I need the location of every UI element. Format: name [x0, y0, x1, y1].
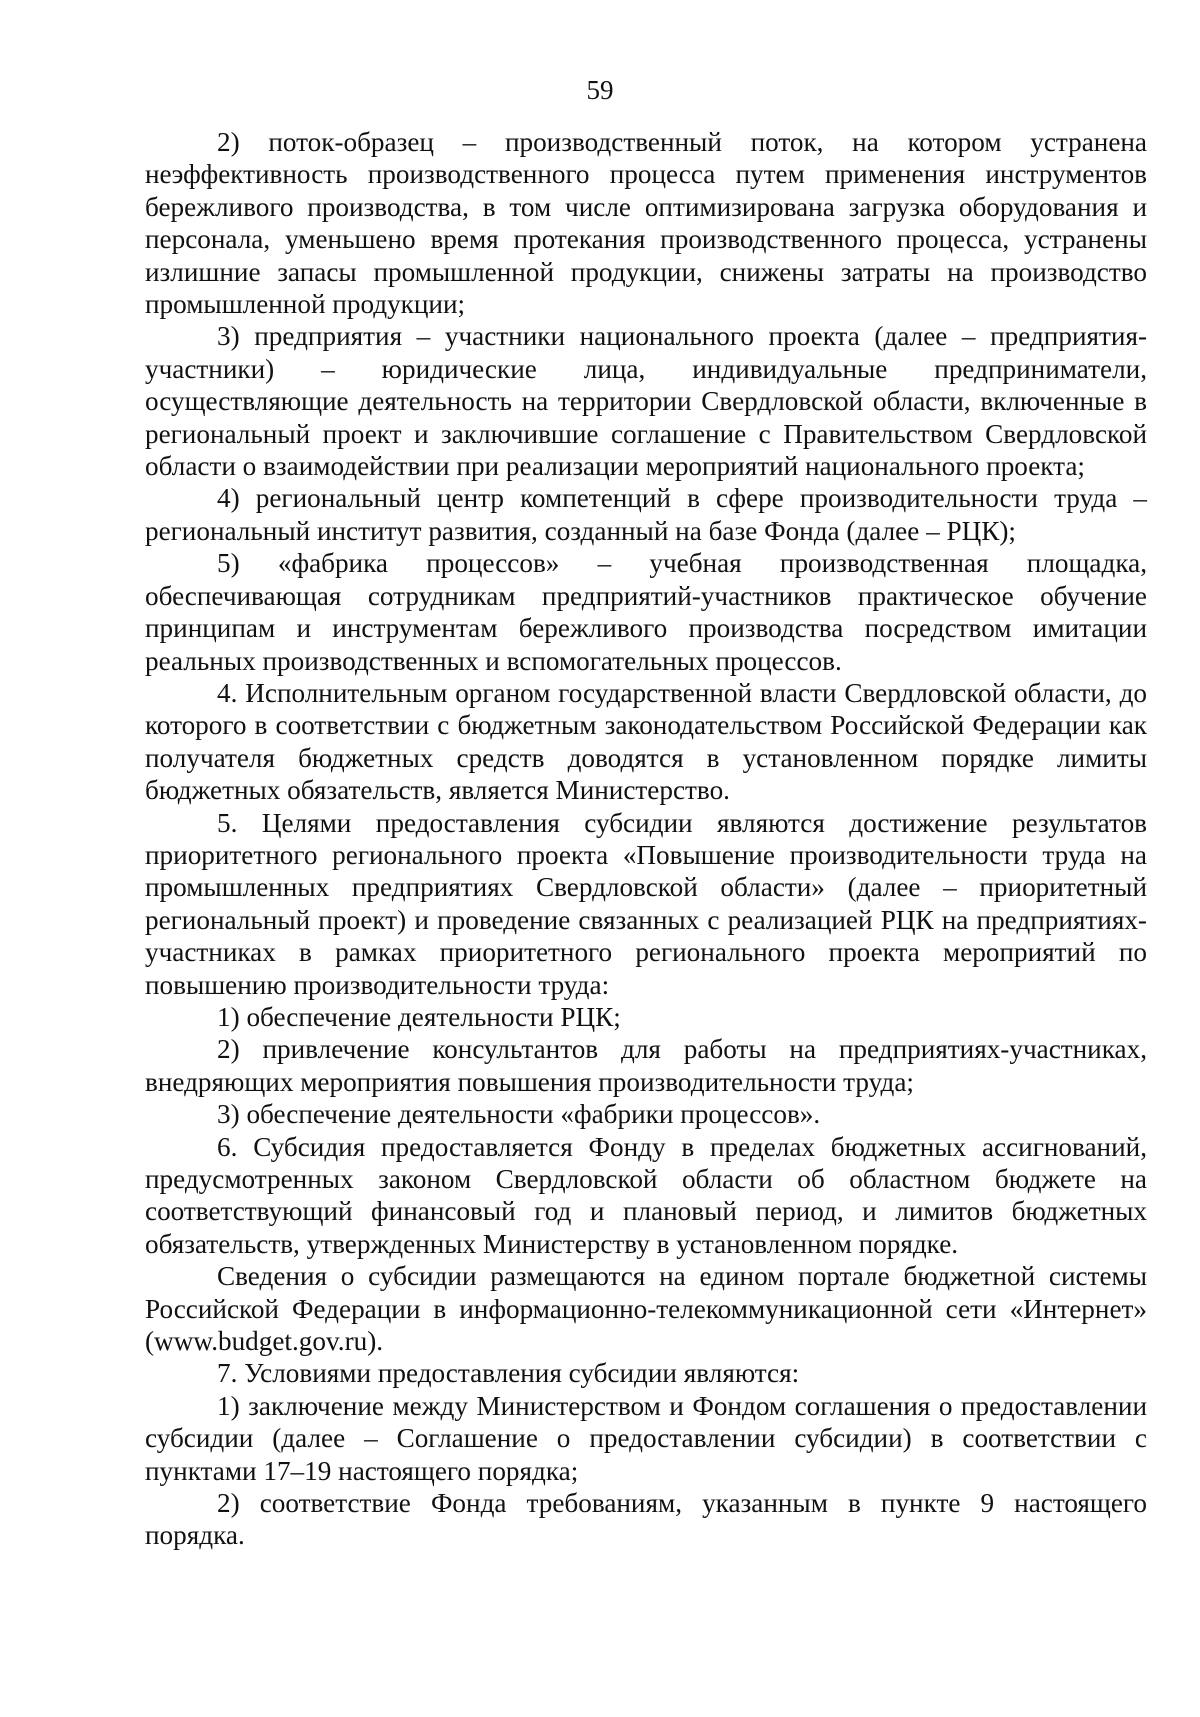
paragraph-definition-4: 4) региональный центр компетенций в сфере производительности труда – региональный институт развития, созданный на базе Фонда (далее – РЦК); — [145, 483, 1147, 546]
paragraph-clause-7-item-1: 1) заключение между Министерством и Фондом соглашения о предоставлении субсидии (далее – Соглашение о предоставлении субсидии) в соответствии с пунктами 17–19 настоящего порядка; — [145, 1390, 1147, 1486]
paragraph-clause-5-item-1: 1) обеспечение деятельности РЦК; — [217, 1001, 621, 1032]
paragraph-definition-2: 2) поток-образец – производственный поток, на котором устранена неэффективность производственного процесса путем применения инструментов бережливого производства, в том числе оптимизирована загрузка оборудования и персонала, уменьшено время протекания производственного процесса, устранены излишние запасы промышленной продукции, снижены затраты на производство промышленной продукции; — [145, 127, 1147, 320]
paragraph-clause-7: 7. Условиями предоставления субсидии являются: — [217, 1358, 800, 1389]
paragraph-definition-3: 3) предприятия – участники национального проекта (далее – предприятия-участники) – юридические лица, индивидуальные предприниматели, осуществляющие деятельность на территории Свердловской области, включенные в региональный проект и заключившие соглашение с Правительством Свердловской области о взаимодействии при реализации мероприятий национального проекта; — [145, 321, 1147, 482]
paragraph-subsidy-info: Сведения о субсидии размещаются на едином портале бюджетной системы Российской Федерации в информационно-телекоммуникационной сети «Интернет» (www.budget.gov.ru). — [145, 1261, 1147, 1357]
paragraph-clause-4: 4. Исполнительным органом государственной власти Свердловской области, до которого в соответствии с бюджетным законодательством Российской Федерации как получателя бюджетных средств доводятся в установленном порядке лимиты бюджетных обязательств, является Министерство. — [145, 677, 1147, 806]
paragraph-clause-7-item-2: 2) соответствие Фонда требованиям, указанным в пункте 9 настоящего порядка. — [145, 1488, 1147, 1551]
paragraph-clause-6: 6. Субсидия предоставляется Фонду в пределах бюджетных ассигнований, предусмотренных законом Свердловской области об областном бюджете на соответствующий финансовый год и плановый период, и лимитов бюджетных обязательств, утвержденных Министерству в установленном порядке. — [145, 1131, 1147, 1259]
paragraph-clause-5-item-2: 2) привлечение консультантов для работы на предприятиях-участниках, внедряющих мероприятия повышения производительности труда; — [145, 1034, 1147, 1097]
document-body — [145, 126, 1147, 1552]
paragraph-clause-5: 5. Целями предоставления субсидии являются достижение результатов приоритетного регионального проекта «Повышение производительности труда на промышленных предприятиях Свердловской области» (далее – приоритетный региональный проект) и проведение связанных с реализацией РЦК на предприятиях-участниках в рамках приоритетного регионального проекта мероприятий по повышению производительности труда: — [145, 807, 1147, 1000]
paragraph-definition-5: 5) «фабрика процессов» – учебная производственная площадка, обеспечивающая сотрудникам предприятий-участников практическое обучение принципам и инструментам бережливого производства посредством имитации реальных производственных и вспомогательных процессов. — [145, 548, 1147, 676]
page-number: 59 — [586, 75, 614, 105]
paragraph-clause-5-item-3: 3) обеспечение деятельности «фабрики процессов». — [217, 1099, 821, 1130]
